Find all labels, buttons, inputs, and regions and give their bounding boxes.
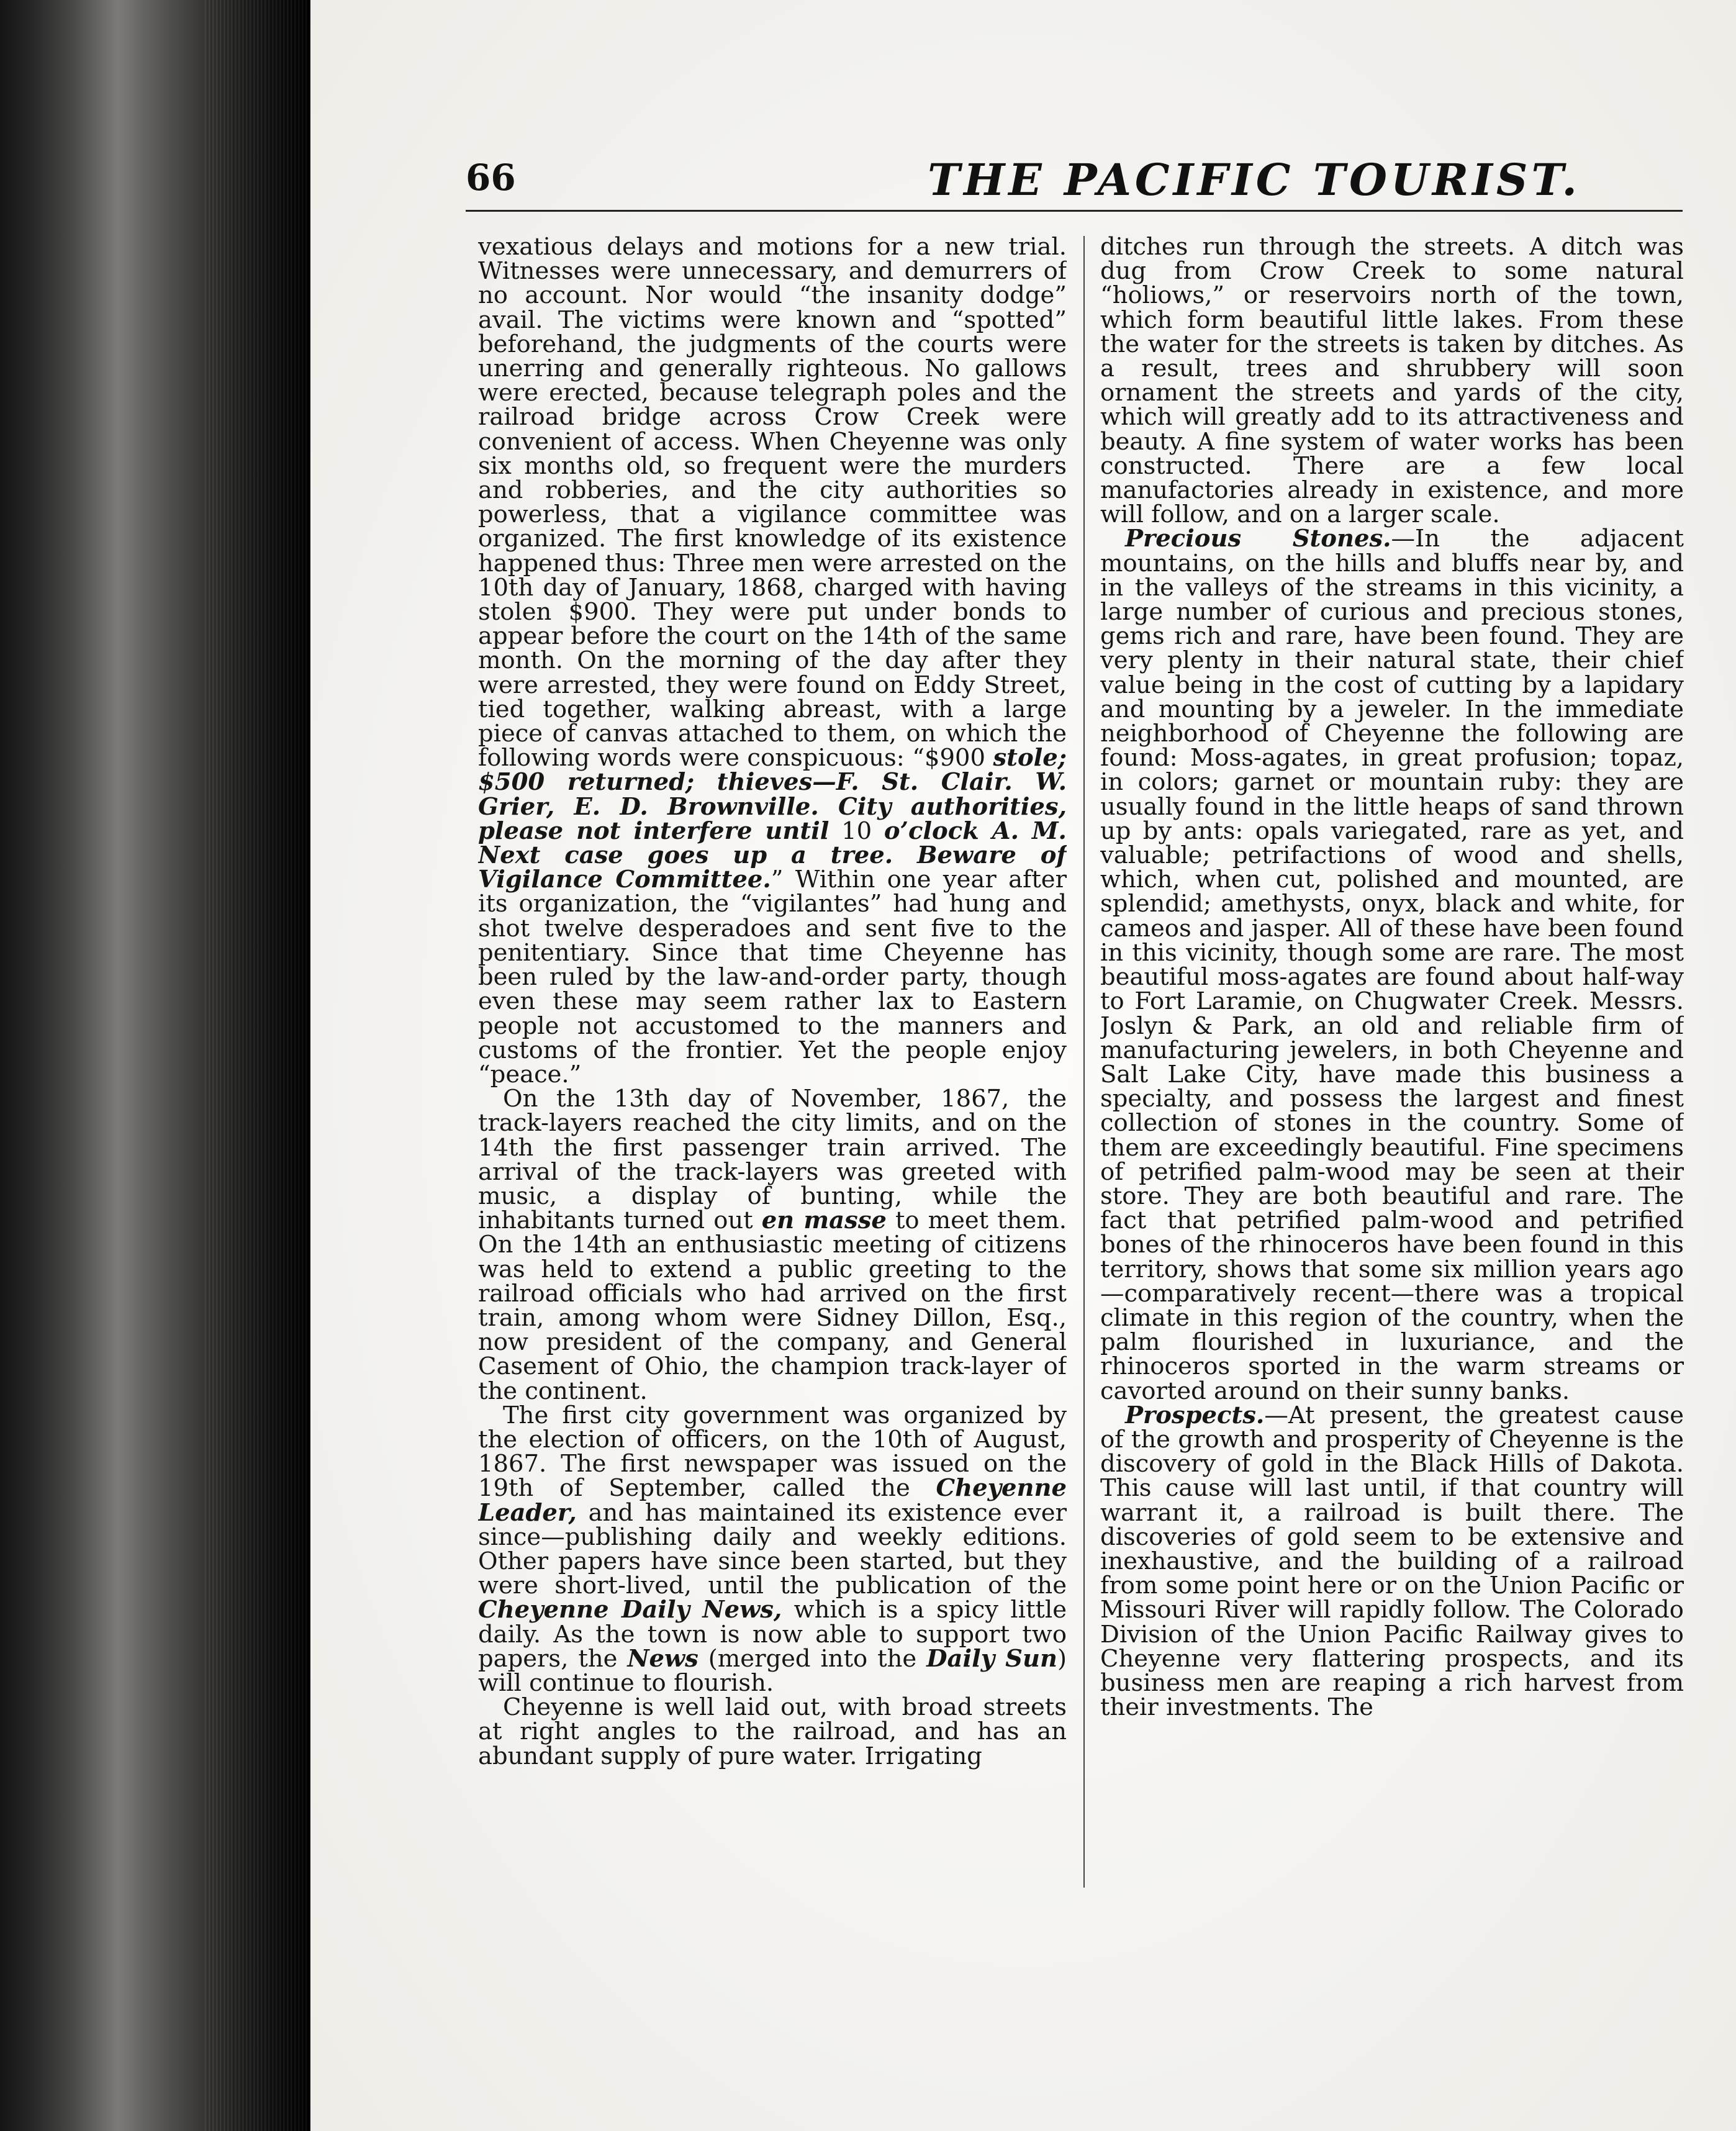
paragraph-precious-stones: Precious Stones.—In the adjacent mountains, on the hills and bluffs near by, and in the valleys of the streams in this vicinity, a large number of curious and precious stones, gems rich and rare, have been found. They are very plenty in their natural state, their chief value being in the cost of cutting by a lapidary and mounting by a jeweler. In the immediate neighborhood of Cheyenne the following are found: Moss-agates, in great profusion; topaz, in colors; garnet or mountain ruby: they are usually found in the little heaps of sand thrown up by ants: opals variegated, rare as yet, and valuable; petrifactions of wood and shells, which, when cut, polished and mounted, are splendid; amethysts, onyx, black and white, for cameos and jasper. All of these have been found in this vicinity, though some are rare. The most beautiful moss-agates are found about half-way to Fort Laramie, on Chugwater Creek. Messrs. Joslyn & Park, an old and reliable firm of manufacturing jewelers, in both Cheyenne and Salt Lake City, have made this business a specialty, and possess the largest and finest collection of stones in the country. Some of them are exceedingly beautiful. Fine specimens of petrified palm-wood may be seen at their store. They are both beautiful and rare. The fact that petrified palm-wood and petrified bones of the rhinoceros have been found in this territory, shows that some six million years ago—comparatively recent—there was a tropical climate in this region of the country, when the palm flourished in luxuriance, and the rhinoceros sported in the warm streams or cavorted around on their sunny banks. bbox=[1100, 525, 1684, 1405]
left-column bbox=[478, 235, 1067, 1893]
paragraph-prospects: Prospects.—At present, the greatest cause of the growth and prosperity of Cheyenne is the discovery of gold in the Black Hills of Dakota. This cause will last until, if that country will warrant it, a railroad is built there. The discoveries of gold seem to be extensive and inexhaustive, and the building of a railroad from some point here or on the Union Pacific or Missouri River will rapidly follow. The Colorado Division of the Union Pacific Railway gives to Cheyenne very flattering prospects, and its business men are reaping a rich harvest from their investments. The bbox=[1100, 1401, 1684, 1722]
paragraph-streets: Cheyenne is well laid out, with broad streets at right angles to the railroad, and has an abundant supply of pure water. Irrigating bbox=[478, 1693, 1067, 1770]
paragraph-track-layers: On the 13th day of November, 1867, the track-layers reached the city limits, and on the 14th the first passenger train arrived. The arrival of the track-layers was greeted with music, a display of bunting, while the inhabitants turned out en masse to meet them. On the 14th an enthusiastic meeting of citizens was held to extend a public greeting to the railroad officials who had arrived on the first train, among whom were Sidney Dillon, Esq., now president of the company, and General Casement of Ohio, the champion track-layer of the continent. bbox=[478, 1085, 1067, 1405]
header-rule bbox=[466, 210, 1683, 212]
column-divider bbox=[1083, 236, 1085, 1888]
page-number: 66 bbox=[466, 156, 516, 199]
section-heading-prospects: Prospects. bbox=[1125, 1401, 1265, 1429]
paragraph-city-government: The first city government was organized by the election of officers, on the 10th of August, 1867. The first newspaper was issued on the 19th of September, called the Cheyenne Leader, and has maintained its existence ever since—publishing daily and weekly editions. Other papers have since been started, but they were short-lived, until the publication of the Cheyenne Daily News, which is a spicy little daily. As the town is now able to support two papers, the News (merged into the Daily Sun) will continue to flourish. bbox=[478, 1401, 1067, 1697]
running-title: THE PACIFIC TOURIST. bbox=[928, 154, 1581, 206]
vigilance-notice: stole; $500 returned; thieves—F. St. Clair. W. Grier, E. D. Brownville. City authorities, please not interfere until bbox=[478, 744, 1067, 845]
page-edges bbox=[205, 0, 310, 2131]
paragraph-vigilance: vexatious delays and motions for a new trial. Witnesses were unnecessary, and demurrers of no account. Nor would “the insanity dodge” avail. The victims were known and “spotted” beforehand, the judgments of the courts were unerring and generally righteous. No gallows were erected, because telegraph poles and the railroad bridge across Crow Creek were convenient of access. When Cheyenne was only six months old, so frequent were the murders and robberies, and the city authorities so powerless, that a vigilance committee was organized. The first knowledge of its existence happened thus: Three men were arrested on the 10th day of January, 1868, charged with having stolen $900. They were put under bonds to appear before the court on the 14th of the same month. On the morning of the day after they were arrested, they were found on Eddy Street, tied together, walking abreast, with a large piece of canvas attached to them, on which the following words were conspicuous: “$900 stole; $500 returned; thieves—F. St. Clair. W. Grier, E. D. Brownville. City authorities, please not interfere until 10 o’clock A. M. Next case goes up a tree. Beware of Vigilance Committee.” Within one year after its organization, the “vigilantes” had hung and shot twelve desperadoes and sent five to the penitentiary. Since that time Cheyenne has been ruled by the law-and-order party, though even these may seem rather lax to Eastern people not accustomed to the manners and customs of the frontier. Yet the people enjoy “peace.” bbox=[478, 235, 1067, 1088]
paragraph-ditches: ditches run through the streets. A ditch was dug from Crow Creek to some natural “holiows,” or reservoirs north of the town, which form beautiful little lakes. From these the water for the streets is taken by ditches. As a result, trees and shrubbery will soon ornament the streets and yards of the city, which will greatly add to its attractiveness and beauty. A fine system of water works has been constructed. There are a few local manufactories already in existence, and more will follow, and on a larger scale. bbox=[1100, 235, 1684, 529]
section-heading-precious-stones: Precious Stones. bbox=[1125, 525, 1391, 553]
right-column bbox=[1100, 235, 1684, 1893]
page-header bbox=[466, 156, 1683, 212]
